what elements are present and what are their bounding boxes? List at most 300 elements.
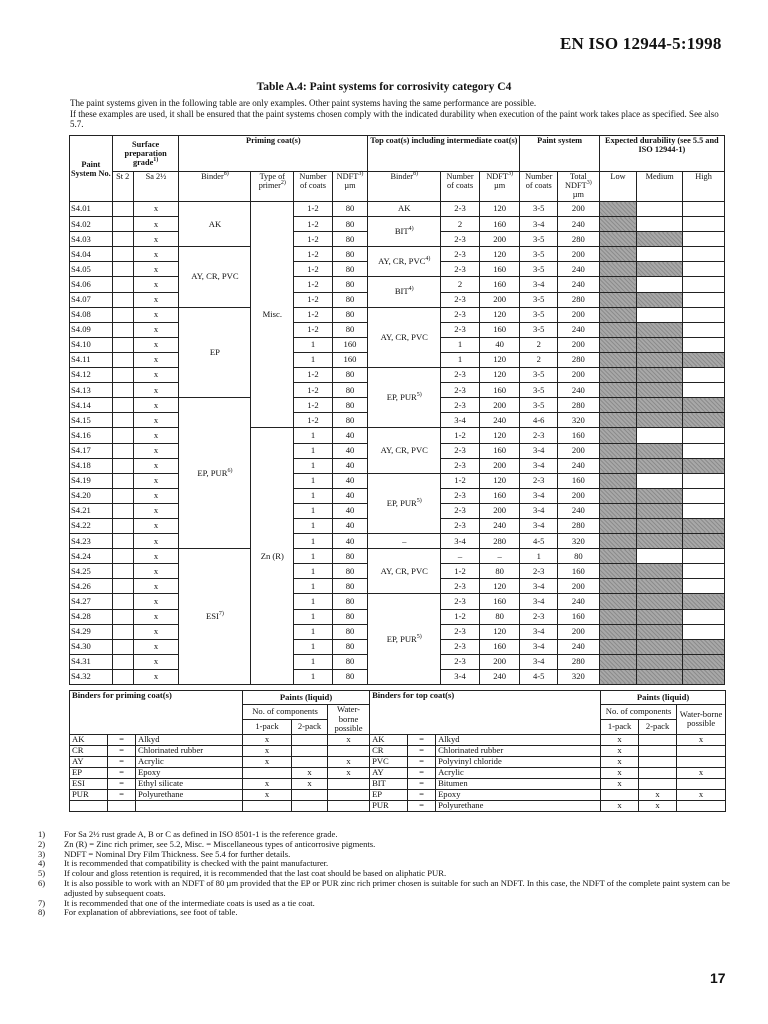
footnote-ref: 5): [416, 497, 422, 504]
priming-waterborne-mark: [328, 789, 370, 800]
col-top-binder: [368, 172, 441, 202]
durability-high: [683, 202, 725, 217]
top-name: Bitumen: [436, 778, 601, 789]
prime-coats: 1: [294, 639, 333, 654]
top-abbr: PVC: [370, 756, 408, 767]
top-abbr: PUR: [370, 800, 408, 811]
durability-high: [683, 217, 725, 232]
durability-medium: [637, 579, 683, 594]
prime-ndft: 80: [332, 624, 368, 639]
top-ndft: 160: [479, 217, 520, 232]
durability-high: [683, 322, 725, 337]
durability-medium: [637, 594, 683, 609]
paint-systems-body: [70, 202, 725, 685]
priming-2pack: 2-pack: [292, 719, 328, 734]
col-sa: Sa 2½: [133, 172, 179, 202]
top-binder: [368, 368, 441, 428]
prime-ndft: 80: [332, 609, 368, 624]
top-waterborne-mark: x: [677, 734, 726, 745]
paint-system-no: S4.10: [70, 337, 113, 352]
prime-coats: 1: [294, 518, 333, 533]
sa-value: x: [133, 488, 179, 503]
legend-row: [70, 800, 726, 811]
durability-medium: [637, 624, 683, 639]
total-ndft: 280: [558, 352, 600, 367]
priming-2pack-mark: [292, 756, 328, 767]
top-paints-liquid: Paints (liquid): [601, 691, 726, 705]
st2-value: [112, 352, 133, 367]
durability-high: [683, 368, 725, 383]
top-2pack-mark: [639, 767, 677, 778]
top-ndft: 120: [479, 428, 520, 443]
equals-sign: =: [408, 745, 436, 756]
prime-binder: [179, 307, 251, 398]
prime-binder: [179, 549, 251, 685]
sa-value: x: [133, 202, 179, 217]
durability-medium: [637, 654, 683, 669]
col-prime-ndft-label: NDFT: [336, 172, 359, 181]
total-ndft: 240: [558, 503, 600, 518]
total-coats: 3-4: [520, 518, 558, 533]
total-coats: 3-5: [520, 307, 558, 322]
unit-label: µm: [572, 190, 584, 199]
footnote-text: It is recommended that one of the intermediate coats is used as a tie coat.: [64, 897, 315, 908]
total-ndft: 200: [558, 202, 600, 217]
paint-system-no: S4.29: [70, 624, 113, 639]
total-ndft: 240: [558, 322, 600, 337]
top-coats: 2-3: [441, 398, 480, 413]
durability-low: [599, 202, 637, 217]
durability-low: [599, 594, 637, 609]
prime-binder: [179, 247, 251, 307]
prime-coats: 1: [294, 473, 333, 488]
equals-sign: =: [108, 767, 136, 778]
durability-medium: [637, 352, 683, 367]
total-coats: 2: [520, 337, 558, 352]
top-coats: 2-3: [441, 262, 480, 277]
top-binder: [368, 549, 441, 594]
st2-value: [112, 337, 133, 352]
top-ndft: 120: [479, 247, 520, 262]
durability-medium: [637, 488, 683, 503]
prime-ndft: 160: [332, 337, 368, 352]
top-ndft: 160: [479, 594, 520, 609]
sa-value: x: [133, 594, 179, 609]
empty-cell: [243, 800, 292, 811]
total-coats: 3-4: [520, 579, 558, 594]
sa-value: x: [133, 669, 179, 684]
total-ndft: 80: [558, 549, 600, 564]
sa-value: x: [133, 564, 179, 579]
top-binder-label: AY, CR, PVC: [380, 565, 428, 576]
top-2pack-mark: [639, 756, 677, 767]
intro-paragraph: The paint systems given in the following table are only examples. Other paint systems having the same performance are possible.: [70, 98, 537, 108]
prime-ndft: 40: [332, 458, 368, 473]
table-row: [70, 247, 725, 262]
equals-sign: =: [408, 789, 436, 800]
prime-coats: 1: [294, 458, 333, 473]
durability-medium: [637, 368, 683, 383]
paint-system-no: S4.24: [70, 549, 113, 564]
priming-1pack-mark: x: [243, 734, 292, 745]
paint-system-no: S4.22: [70, 518, 113, 533]
paint-system-no: S4.15: [70, 413, 113, 428]
top-coats: 1-2: [441, 609, 480, 624]
paint-system-no: S4.25: [70, 564, 113, 579]
footnote-ref: 3): [358, 171, 364, 178]
top-ndft: 120: [479, 624, 520, 639]
top-coats: 1-2: [441, 473, 480, 488]
footnote: [38, 879, 738, 899]
st2-value: [112, 534, 133, 549]
priming-waterborne-mark: x: [328, 734, 370, 745]
st2-value: [112, 609, 133, 624]
legend-row: [70, 767, 726, 778]
top-coats: 3-4: [441, 413, 480, 428]
st2-value: [112, 488, 133, 503]
prime-ndft: 80: [332, 639, 368, 654]
durability-low: [599, 322, 637, 337]
priming-2pack-mark: [292, 789, 328, 800]
prime-ndft: 40: [332, 428, 368, 443]
legend-row: [70, 734, 726, 745]
st2-value: [112, 458, 133, 473]
col-top-ndft: [479, 172, 520, 202]
top-binder-label: AY, CR, PVC: [380, 331, 428, 342]
top-binder: [368, 217, 441, 247]
st2-value: [112, 262, 133, 277]
prime-ndft: 80: [332, 307, 368, 322]
total-coats: 3-4: [520, 624, 558, 639]
footnote-number: 2): [38, 838, 46, 849]
durability-low: [599, 443, 637, 458]
total-ndft: 280: [558, 398, 600, 413]
paint-system-no: S4.11: [70, 352, 113, 367]
equals-sign: =: [108, 778, 136, 789]
prime-coats: 1: [294, 594, 333, 609]
col-prime-coats: Number of coats: [294, 172, 333, 202]
prime-ndft: 80: [332, 564, 368, 579]
priming-1pack-mark: x: [243, 756, 292, 767]
col-type-primer-label: Type of primer: [258, 172, 286, 190]
total-coats: 3-5: [520, 398, 558, 413]
table-row: [70, 428, 725, 443]
prime-coats: 1-2: [294, 277, 333, 292]
prime-coats: 1-2: [294, 307, 333, 322]
st2-value: [112, 549, 133, 564]
priming-binders-title: Binders for priming coat(s): [70, 691, 243, 735]
prime-coats: 1: [294, 503, 333, 518]
total-coats: 3-4: [520, 443, 558, 458]
total-coats: 2-3: [520, 428, 558, 443]
durability-low: [599, 549, 637, 564]
top-waterborne-mark: [677, 778, 726, 789]
top-coats: 3-4: [441, 669, 480, 684]
top-ndft: 80: [479, 609, 520, 624]
paint-system-no: S4.23: [70, 534, 113, 549]
binder-legend-table: [69, 690, 726, 812]
prime-ndft: 80: [332, 247, 368, 262]
total-ndft: 280: [558, 518, 600, 533]
total-ndft: 200: [558, 624, 600, 639]
prime-coats: 1: [294, 488, 333, 503]
sa-value: x: [133, 247, 179, 262]
durability-medium: [637, 564, 683, 579]
durability-low: [599, 247, 637, 262]
sa-value: x: [133, 277, 179, 292]
top-binder-label: EP, PUR: [386, 497, 417, 508]
paint-system-no: S4.30: [70, 639, 113, 654]
footnote-text: For explanation of abbreviations, see foot of table.: [64, 907, 238, 918]
sa-value: x: [133, 352, 179, 367]
prime-coats: 1-2: [294, 383, 333, 398]
top-name: Polyvinyl chloride: [436, 756, 601, 767]
prime-ndft: 40: [332, 534, 368, 549]
total-coats: 3-4: [520, 503, 558, 518]
footnote-ref: 5): [416, 392, 422, 399]
prime-coats: 1-2: [294, 202, 333, 217]
durability-high: [683, 669, 725, 684]
top-abbr: EP: [370, 789, 408, 800]
prime-coats: 1-2: [294, 292, 333, 307]
top-1pack: 1-pack: [601, 719, 639, 734]
priming-waterborne-mark: x: [328, 756, 370, 767]
priming-2pack-mark: x: [292, 767, 328, 778]
paint-system-no: S4.18: [70, 458, 113, 473]
paint-system-no: S4.17: [70, 443, 113, 458]
sa-value: x: [133, 232, 179, 247]
prime-coats: 1-2: [294, 322, 333, 337]
priming-1pack-mark: x: [243, 778, 292, 789]
footnote-ref: 6): [227, 467, 233, 474]
durability-low: [599, 534, 637, 549]
top-2pack-mark: x: [639, 800, 677, 811]
footnote-ref: 2): [280, 180, 286, 187]
durability-high: [683, 428, 725, 443]
prime-binder-label: EP, PUR: [197, 467, 228, 478]
total-coats: 3-4: [520, 488, 558, 503]
top-binder: [368, 247, 441, 277]
equals-sign: =: [408, 800, 436, 811]
col-top-ndft-label: NDFT: [486, 172, 508, 181]
col-type-primer: [251, 172, 294, 202]
sa-value: x: [133, 262, 179, 277]
top-binder: [368, 428, 441, 473]
priming-abbr: AY: [70, 756, 108, 767]
sa-value: x: [133, 292, 179, 307]
prime-binder-label: ESI: [206, 610, 219, 621]
durability-low: [599, 413, 637, 428]
durability-medium: [637, 383, 683, 398]
footnote-ref: 4): [408, 286, 414, 293]
durability-high: [683, 413, 725, 428]
durability-medium: [637, 262, 683, 277]
prime-coats: 1: [294, 609, 333, 624]
sa-value: x: [133, 624, 179, 639]
col-top-binder-label: Binder: [390, 172, 414, 181]
paint-system-no: S4.09: [70, 322, 113, 337]
priming-abbr: CR: [70, 745, 108, 756]
durability-high: [683, 503, 725, 518]
top-binder-label: AY, CR, PVC: [378, 256, 426, 267]
durability-medium: [637, 609, 683, 624]
top-ndft: 200: [479, 292, 520, 307]
top-ndft: 80: [479, 564, 520, 579]
durability-low: [599, 368, 637, 383]
top-name: Alkyd: [436, 734, 601, 745]
prime-coats: 1-2: [294, 247, 333, 262]
primer-type: Misc.: [251, 202, 294, 428]
top-1pack-mark: x: [601, 756, 639, 767]
prime-coats: 1: [294, 579, 333, 594]
durability-medium: [637, 639, 683, 654]
top-abbr: AK: [370, 734, 408, 745]
col-top-coats-count: Number of coats: [441, 172, 480, 202]
prime-ndft: 80: [332, 232, 368, 247]
prime-coats: 1-2: [294, 232, 333, 247]
top-abbr: AY: [370, 767, 408, 778]
priming-2pack-mark: x: [292, 778, 328, 789]
durability-medium: [637, 277, 683, 292]
prime-ndft: 80: [332, 654, 368, 669]
primer-type: Zn (R): [251, 428, 294, 685]
durability-medium: [637, 428, 683, 443]
top-ndft: 200: [479, 654, 520, 669]
durability-high: [683, 383, 725, 398]
paint-system-no: S4.01: [70, 202, 113, 217]
prime-ndft: 80: [332, 398, 368, 413]
prime-ndft: 40: [332, 443, 368, 458]
durability-medium: [637, 217, 683, 232]
table-title: Table A.4: Paint systems for corrosivity category C4: [256, 81, 512, 93]
durability-high: [683, 443, 725, 458]
total-ndft: 280: [558, 232, 600, 247]
st2-value: [112, 202, 133, 217]
total-ndft: 240: [558, 383, 600, 398]
footnote-ref: 8): [413, 171, 419, 178]
footnote-ref: 7): [218, 611, 224, 618]
st2-value: [112, 669, 133, 684]
top-ndft: 200: [479, 398, 520, 413]
footnote-ref: 1): [153, 157, 159, 164]
top-ndft: 120: [479, 368, 520, 383]
top-ndft: 240: [479, 669, 520, 684]
priming-name: Epoxy: [136, 767, 243, 778]
top-coats: 2-3: [441, 594, 480, 609]
durability-high: [683, 534, 725, 549]
paint-system-no: S4.13: [70, 383, 113, 398]
paint-system-no: S4.02: [70, 217, 113, 232]
top-coats: 2-3: [441, 292, 480, 307]
durability-medium: [637, 322, 683, 337]
top-coats: 2: [441, 217, 480, 232]
top-coats: 2-3: [441, 443, 480, 458]
durability-medium: [637, 458, 683, 473]
paint-systems-table: [69, 135, 725, 685]
sa-value: x: [133, 307, 179, 322]
table-row: [70, 307, 725, 322]
top-ndft: 200: [479, 458, 520, 473]
total-ndft: 160: [558, 428, 600, 443]
total-coats: 3-5: [520, 383, 558, 398]
durability-low: [599, 669, 637, 684]
col-total-coats: Number of coats: [520, 172, 558, 202]
unit-label: µm: [344, 181, 356, 190]
top-binders-title: Binders for top coat(s): [370, 691, 601, 735]
top-coats: –: [441, 549, 480, 564]
top-ndft: 160: [479, 262, 520, 277]
top-binder-label: EP, PUR: [386, 392, 417, 403]
top-ndft: 160: [479, 322, 520, 337]
durability-high: [683, 277, 725, 292]
durability-low: [599, 277, 637, 292]
prime-ndft: 160: [332, 352, 368, 367]
durability-low: [599, 609, 637, 624]
top-binder-label: –: [402, 535, 407, 546]
priming-abbr: PUR: [70, 789, 108, 800]
prime-ndft: 80: [332, 202, 368, 217]
paint-system-no: S4.28: [70, 609, 113, 624]
prime-coats: 1: [294, 549, 333, 564]
top-coats: 2-3: [441, 639, 480, 654]
st2-value: [112, 247, 133, 262]
top-1pack-mark: x: [601, 734, 639, 745]
st2-value: [112, 473, 133, 488]
durability-medium: [637, 292, 683, 307]
top-name: Polyurethane: [436, 800, 601, 811]
top-binder-label: BIT: [394, 286, 409, 297]
durability-medium: [637, 247, 683, 262]
priming-1pack-mark: [243, 767, 292, 778]
col-paint-system-no: Paint System No.: [70, 136, 113, 202]
durability-high: [683, 564, 725, 579]
durability-low: [599, 428, 637, 443]
top-name: Acrylic: [436, 767, 601, 778]
sa-value: x: [133, 534, 179, 549]
top-waterborne-mark: x: [677, 767, 726, 778]
durability-low: [599, 217, 637, 232]
paint-system-no: S4.21: [70, 503, 113, 518]
top-ndft: 120: [479, 579, 520, 594]
footnote-text: If colour and gloss retention is required, it is recommended that the last coat should be based on aliphatic PUR.: [64, 868, 447, 879]
top-coats: 2-3: [441, 654, 480, 669]
top-coats: 2-3: [441, 322, 480, 337]
col-low: Low: [599, 172, 637, 202]
total-coats: 3-5: [520, 202, 558, 217]
top-binder-label: EP, PUR: [386, 633, 417, 644]
top-ndft: 160: [479, 488, 520, 503]
priming-waterborne-mark: [328, 745, 370, 756]
top-coats: 1: [441, 352, 480, 367]
top-ndft: 200: [479, 503, 520, 518]
top-1pack-mark: [601, 789, 639, 800]
st2-value: [112, 292, 133, 307]
total-coats: 2-3: [520, 564, 558, 579]
sa-value: x: [133, 413, 179, 428]
total-ndft: 240: [558, 594, 600, 609]
equals-sign: =: [108, 789, 136, 800]
total-ndft: 200: [558, 307, 600, 322]
top-coats: 2-3: [441, 488, 480, 503]
prime-binder: [179, 202, 251, 247]
total-coats: 3-4: [520, 594, 558, 609]
top-coats: 2-3: [441, 368, 480, 383]
paint-system-no: S4.06: [70, 277, 113, 292]
durability-medium: [637, 473, 683, 488]
table-row: [70, 277, 725, 292]
sa-value: x: [133, 398, 179, 413]
total-ndft: 240: [558, 277, 600, 292]
